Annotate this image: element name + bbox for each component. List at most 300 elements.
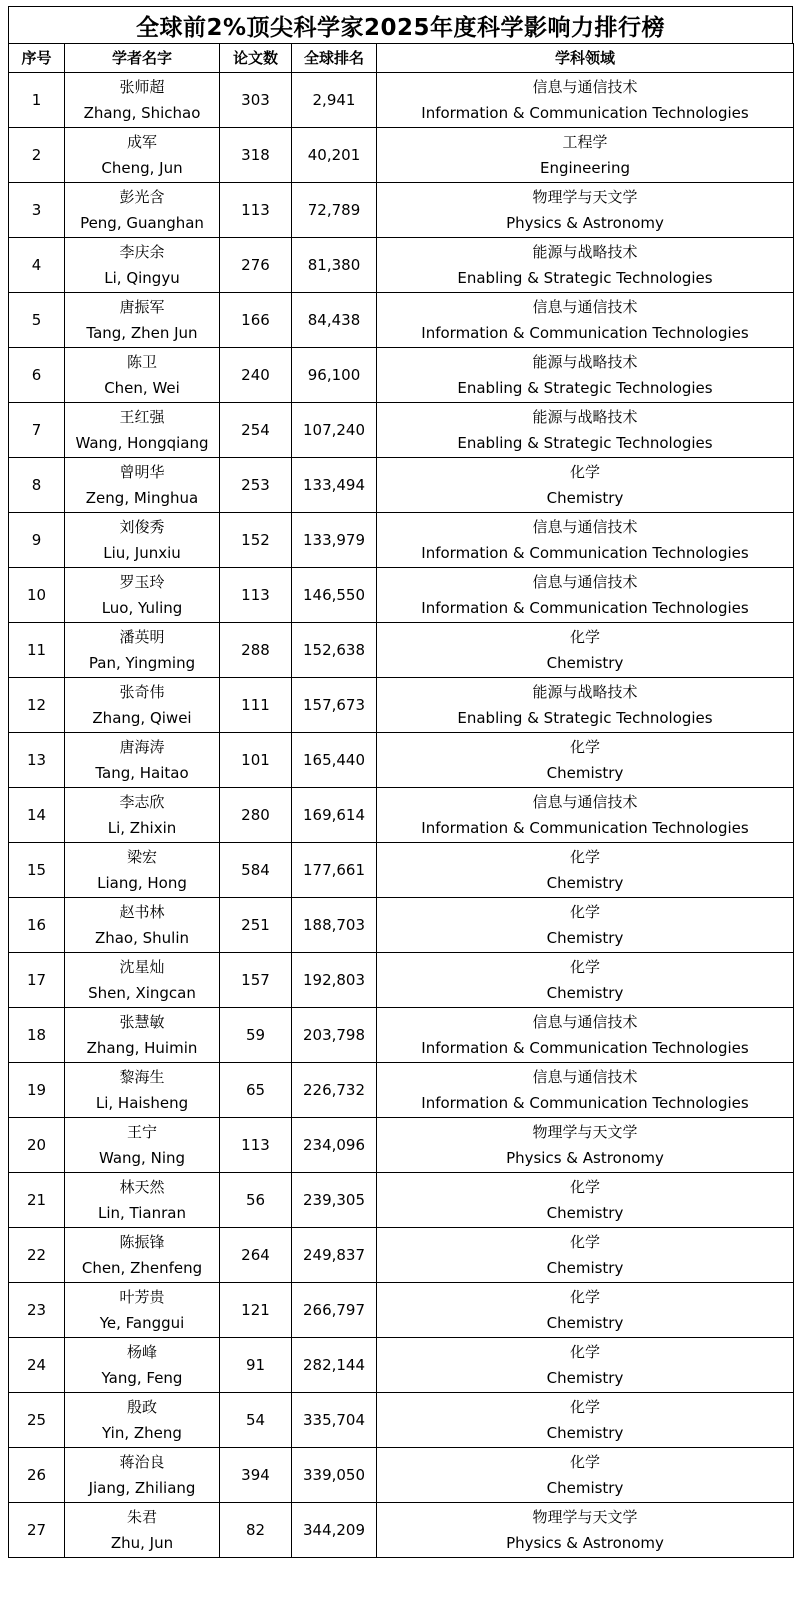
cell-name [65, 238, 220, 293]
row-index: 21 [26, 1191, 47, 1209]
table-row [9, 1228, 794, 1283]
field-en: Information & Communication Technologies [421, 599, 749, 617]
table-row [9, 568, 794, 623]
global-rank: 335,704 [302, 1411, 366, 1429]
cell-field [377, 733, 794, 788]
cell-papers [220, 1503, 292, 1558]
cell-papers [220, 1173, 292, 1228]
table-row [9, 73, 794, 128]
row-index: 13 [26, 751, 47, 769]
global-rank: 133,979 [302, 531, 366, 549]
paper-count: 113 [241, 1136, 270, 1154]
cell-name [65, 183, 220, 238]
table-row [9, 953, 794, 1008]
name-cn: 张师超 [119, 78, 165, 96]
field-cn: 信息与通信技术 [532, 793, 638, 811]
global-rank: 169,614 [302, 806, 366, 824]
cell-papers [220, 733, 292, 788]
name-cn: 殷政 [126, 1398, 157, 1416]
field-cn: 化学 [569, 463, 600, 481]
paper-count: 65 [245, 1081, 266, 1099]
table-row [9, 788, 794, 843]
row-index: 14 [26, 806, 47, 824]
global-rank: 177,661 [302, 861, 366, 879]
field-en: Information & Communication Technologies [421, 104, 749, 122]
field-en: Information & Communication Technologies [421, 819, 749, 837]
name-cn: 王红强 [119, 408, 165, 426]
row-index: 17 [26, 971, 47, 989]
cell-papers [220, 843, 292, 898]
row-index: 18 [26, 1026, 47, 1044]
paper-count: 101 [241, 751, 270, 769]
table-row [9, 843, 794, 898]
cell-index [9, 953, 65, 1008]
cell-papers [220, 128, 292, 183]
paper-count: 394 [241, 1466, 270, 1484]
cell-field [377, 953, 794, 1008]
cell-papers [220, 953, 292, 1008]
cell-rank [292, 403, 377, 458]
name-en: Yang, Feng [101, 1369, 183, 1387]
name-cn: 蒋治良 [119, 1453, 165, 1471]
paper-count: 584 [241, 861, 270, 879]
field-en: Enabling & Strategic Technologies [457, 709, 713, 727]
name-cn: 张奇伟 [119, 683, 165, 701]
name-en: Shen, Xingcan [88, 984, 196, 1002]
field-en: Information & Communication Technologies [421, 1039, 749, 1057]
paper-count: 240 [241, 366, 270, 384]
ranking-table [8, 43, 794, 1558]
cell-field [377, 1063, 794, 1118]
paper-count: 113 [241, 201, 270, 219]
name-cn: 叶芳贵 [119, 1288, 165, 1306]
cell-papers [220, 1448, 292, 1503]
table-row [9, 1063, 794, 1118]
cell-rank [292, 1448, 377, 1503]
field-en: Information & Communication Technologies [421, 324, 749, 342]
cell-index [9, 1448, 65, 1503]
name-cn: 唐海涛 [119, 738, 165, 756]
cell-papers [220, 898, 292, 953]
cell-index [9, 843, 65, 898]
paper-count: 166 [241, 311, 270, 329]
field-en: Chemistry [546, 489, 624, 507]
cell-rank [292, 733, 377, 788]
cell-name [65, 73, 220, 128]
header-name: 学者名字 [65, 44, 220, 73]
row-index: 15 [26, 861, 47, 879]
cell-name [65, 348, 220, 403]
cell-rank [292, 843, 377, 898]
cell-field [377, 73, 794, 128]
global-rank: 249,837 [302, 1246, 366, 1264]
cell-papers [220, 403, 292, 458]
cell-field [377, 458, 794, 513]
paper-count: 288 [241, 641, 270, 659]
global-rank: 239,305 [302, 1191, 366, 1209]
table-row [9, 678, 794, 733]
table-row [9, 898, 794, 953]
field-en: Enabling & Strategic Technologies [457, 379, 713, 397]
cell-index [9, 183, 65, 238]
cell-papers [220, 1008, 292, 1063]
cell-name [65, 1228, 220, 1283]
row-index: 19 [26, 1081, 47, 1099]
cell-field [377, 1228, 794, 1283]
cell-field [377, 293, 794, 348]
cell-papers [220, 238, 292, 293]
field-cn: 化学 [569, 1233, 600, 1251]
table-row [9, 1338, 794, 1393]
field-en: Engineering [540, 159, 630, 177]
row-index: 20 [26, 1136, 47, 1154]
row-index: 22 [26, 1246, 47, 1264]
field-cn: 化学 [569, 1343, 600, 1361]
cell-rank [292, 623, 377, 678]
cell-index [9, 568, 65, 623]
name-cn: 曾明华 [119, 463, 165, 481]
paper-count: 318 [241, 146, 270, 164]
cell-papers [220, 623, 292, 678]
cell-papers [220, 1118, 292, 1173]
global-rank: 96,100 [307, 366, 361, 384]
field-cn: 化学 [569, 1398, 600, 1416]
table-row [9, 238, 794, 293]
table-row [9, 623, 794, 678]
paper-count: 111 [241, 696, 270, 714]
global-rank: 203,798 [302, 1026, 366, 1044]
field-cn: 工程学 [562, 133, 608, 151]
table-row [9, 1008, 794, 1063]
field-en: Physics & Astronomy [506, 1149, 664, 1167]
row-index: 5 [31, 311, 42, 329]
field-cn: 化学 [569, 628, 600, 646]
name-en: Liang, Hong [97, 874, 187, 892]
cell-papers [220, 1283, 292, 1338]
field-en: Chemistry [546, 874, 624, 892]
name-en: Cheng, Jun [101, 159, 183, 177]
cell-name [65, 458, 220, 513]
cell-name [65, 1063, 220, 1118]
row-index: 3 [31, 201, 42, 219]
name-cn: 黎海生 [119, 1068, 165, 1086]
cell-name [65, 1448, 220, 1503]
global-rank: 81,380 [307, 256, 361, 274]
name-en: Zhao, Shulin [94, 929, 190, 947]
name-en: Pan, Yingming [88, 654, 196, 672]
cell-rank [292, 348, 377, 403]
global-rank: 72,789 [307, 201, 361, 219]
page-title: 全球前2%顶尖科学家2025年度科学影响力排行榜 [8, 6, 793, 43]
name-en: Liu, Junxiu [103, 544, 181, 562]
cell-name [65, 953, 220, 1008]
field-cn: 化学 [569, 1178, 600, 1196]
cell-rank [292, 128, 377, 183]
row-index: 9 [31, 531, 42, 549]
name-en: Zhang, Qiwei [92, 709, 192, 727]
row-index: 16 [26, 916, 47, 934]
cell-name [65, 788, 220, 843]
field-cn: 信息与通信技术 [532, 518, 638, 536]
global-rank: 234,096 [302, 1136, 366, 1154]
field-cn: 信息与通信技术 [532, 1013, 638, 1031]
cell-field [377, 183, 794, 238]
cell-name [65, 1008, 220, 1063]
cell-name [65, 568, 220, 623]
cell-field [377, 788, 794, 843]
name-cn: 陈卫 [126, 353, 157, 371]
paper-count: 253 [241, 476, 270, 494]
name-en: Zhang, Huimin [86, 1039, 198, 1057]
cell-name [65, 1503, 220, 1558]
cell-field [377, 1283, 794, 1338]
name-en: Peng, Guanghan [80, 214, 204, 232]
field-en: Chemistry [546, 654, 624, 672]
cell-rank [292, 1228, 377, 1283]
row-index: 4 [31, 256, 42, 274]
cell-rank [292, 183, 377, 238]
cell-name [65, 733, 220, 788]
table-row [9, 403, 794, 458]
cell-field [377, 403, 794, 458]
cell-name [65, 1118, 220, 1173]
paper-count: 82 [245, 1521, 266, 1539]
row-index: 1 [31, 91, 42, 109]
cell-index [9, 1503, 65, 1558]
cell-index [9, 1063, 65, 1118]
row-index: 7 [31, 421, 42, 439]
name-en: Chen, Zhenfeng [81, 1259, 203, 1277]
global-rank: 226,732 [302, 1081, 366, 1099]
name-en: Tang, Haitao [95, 764, 189, 782]
field-cn: 化学 [569, 1288, 600, 1306]
cell-index [9, 238, 65, 293]
cell-name [65, 843, 220, 898]
cell-rank [292, 1503, 377, 1558]
paper-count: 303 [241, 91, 270, 109]
field-cn: 物理学与天文学 [532, 188, 638, 206]
cell-field [377, 1118, 794, 1173]
cell-index [9, 1173, 65, 1228]
table-row [9, 513, 794, 568]
global-rank: 107,240 [302, 421, 366, 439]
cell-field [377, 513, 794, 568]
name-en: Tang, Zhen Jun [86, 324, 198, 342]
cell-rank [292, 238, 377, 293]
global-rank: 152,638 [302, 641, 366, 659]
cell-rank [292, 1173, 377, 1228]
field-en: Chemistry [546, 1259, 624, 1277]
field-cn: 信息与通信技术 [532, 78, 638, 96]
cell-rank [292, 293, 377, 348]
cell-rank [292, 1393, 377, 1448]
name-cn: 陈振锋 [119, 1233, 165, 1251]
field-en: Chemistry [546, 1424, 624, 1442]
field-cn: 信息与通信技术 [532, 298, 638, 316]
cell-field [377, 1008, 794, 1063]
field-en: Physics & Astronomy [506, 214, 664, 232]
cell-index [9, 788, 65, 843]
name-cn: 成军 [126, 133, 157, 151]
table-row [9, 458, 794, 513]
table-row [9, 1283, 794, 1338]
name-en: Wang, Hongqiang [75, 434, 209, 452]
cell-index [9, 1283, 65, 1338]
field-cn: 化学 [569, 738, 600, 756]
cell-field [377, 1448, 794, 1503]
name-en: Chen, Wei [104, 379, 180, 397]
cell-papers [220, 1063, 292, 1118]
table-row [9, 1118, 794, 1173]
cell-index [9, 1393, 65, 1448]
global-rank: 282,144 [302, 1356, 366, 1374]
field-cn: 物理学与天文学 [532, 1123, 638, 1141]
name-cn: 李庆余 [119, 243, 165, 261]
cell-name [65, 513, 220, 568]
cell-index [9, 348, 65, 403]
cell-index [9, 293, 65, 348]
cell-index [9, 1228, 65, 1283]
name-en: Li, Zhixin [107, 819, 177, 837]
cell-rank [292, 1008, 377, 1063]
field-cn: 信息与通信技术 [532, 573, 638, 591]
cell-name [65, 1283, 220, 1338]
cell-field [377, 1338, 794, 1393]
field-cn: 物理学与天文学 [532, 1508, 638, 1526]
row-index: 24 [26, 1356, 47, 1374]
cell-rank [292, 1063, 377, 1118]
row-index: 2 [31, 146, 42, 164]
name-cn: 王宁 [126, 1123, 157, 1141]
global-rank: 344,209 [302, 1521, 366, 1539]
global-rank: 157,673 [302, 696, 366, 714]
field-en: Chemistry [546, 984, 624, 1002]
field-cn: 化学 [569, 1453, 600, 1471]
global-rank: 146,550 [302, 586, 366, 604]
cell-field [377, 348, 794, 403]
paper-count: 152 [241, 531, 270, 549]
field-en: Information & Communication Technologies [421, 544, 749, 562]
name-cn: 张慧敏 [119, 1013, 165, 1031]
name-cn: 唐振军 [119, 298, 165, 316]
cell-name [65, 403, 220, 458]
row-index: 6 [31, 366, 42, 384]
row-index: 27 [26, 1521, 47, 1539]
field-en: Chemistry [546, 1314, 624, 1332]
field-cn: 化学 [569, 958, 600, 976]
name-cn: 沈星灿 [119, 958, 165, 976]
table-body [9, 73, 794, 1558]
field-en: Physics & Astronomy [506, 1534, 664, 1552]
ranking-sheet [8, 6, 793, 1558]
field-cn: 能源与战略技术 [532, 353, 638, 371]
global-rank: 40,201 [307, 146, 361, 164]
table-row [9, 1393, 794, 1448]
cell-rank [292, 788, 377, 843]
name-en: Li, Qingyu [104, 269, 180, 287]
name-en: Luo, Yuling [101, 599, 183, 617]
cell-rank [292, 568, 377, 623]
global-rank: 84,438 [307, 311, 361, 329]
cell-field [377, 898, 794, 953]
paper-count: 54 [245, 1411, 266, 1429]
cell-name [65, 678, 220, 733]
cell-papers [220, 458, 292, 513]
cell-index [9, 513, 65, 568]
cell-papers [220, 348, 292, 403]
cell-field [377, 843, 794, 898]
name-cn: 梁宏 [126, 848, 157, 866]
name-en: Jiang, Zhiliang [88, 1479, 196, 1497]
cell-rank [292, 1283, 377, 1338]
cell-name [65, 623, 220, 678]
cell-field [377, 238, 794, 293]
field-en: Chemistry [546, 1369, 624, 1387]
cell-name [65, 293, 220, 348]
cell-rank [292, 1118, 377, 1173]
cell-rank [292, 73, 377, 128]
name-cn: 潘英明 [119, 628, 165, 646]
cell-index [9, 458, 65, 513]
name-en: Yin, Zheng [102, 1424, 182, 1442]
cell-index [9, 898, 65, 953]
cell-rank [292, 1338, 377, 1393]
cell-papers [220, 183, 292, 238]
cell-field [377, 678, 794, 733]
paper-count: 264 [241, 1246, 270, 1264]
table-row [9, 733, 794, 788]
cell-field [377, 128, 794, 183]
name-cn: 彭光含 [119, 188, 165, 206]
global-rank: 133,494 [302, 476, 366, 494]
paper-count: 59 [245, 1026, 266, 1044]
cell-index [9, 73, 65, 128]
name-en: Ye, Fanggui [99, 1314, 185, 1332]
paper-count: 113 [241, 586, 270, 604]
cell-papers [220, 513, 292, 568]
field-cn: 能源与战略技术 [532, 408, 638, 426]
field-en: Chemistry [546, 1479, 624, 1497]
paper-count: 276 [241, 256, 270, 274]
cell-papers [220, 1393, 292, 1448]
paper-count: 280 [241, 806, 270, 824]
cell-name [65, 1173, 220, 1228]
cell-name [65, 898, 220, 953]
row-index: 8 [31, 476, 42, 494]
row-index: 23 [26, 1301, 47, 1319]
name-en: Zhu, Jun [110, 1534, 174, 1552]
name-en: Zhang, Shichao [83, 104, 201, 122]
field-en: Enabling & Strategic Technologies [457, 434, 713, 452]
paper-count: 91 [245, 1356, 266, 1374]
name-en: Wang, Ning [98, 1149, 186, 1167]
cell-index [9, 128, 65, 183]
cell-index [9, 733, 65, 788]
field-cn: 化学 [569, 903, 600, 921]
cell-papers [220, 1338, 292, 1393]
paper-count: 56 [245, 1191, 266, 1209]
global-rank: 165,440 [302, 751, 366, 769]
table-header-row [9, 44, 794, 73]
cell-papers [220, 568, 292, 623]
name-cn: 刘俊秀 [119, 518, 165, 536]
cell-index [9, 1118, 65, 1173]
cell-field [377, 1393, 794, 1448]
field-en: Chemistry [546, 764, 624, 782]
row-index: 10 [26, 586, 47, 604]
name-cn: 杨峰 [126, 1343, 157, 1361]
name-en: Li, Haisheng [95, 1094, 189, 1112]
